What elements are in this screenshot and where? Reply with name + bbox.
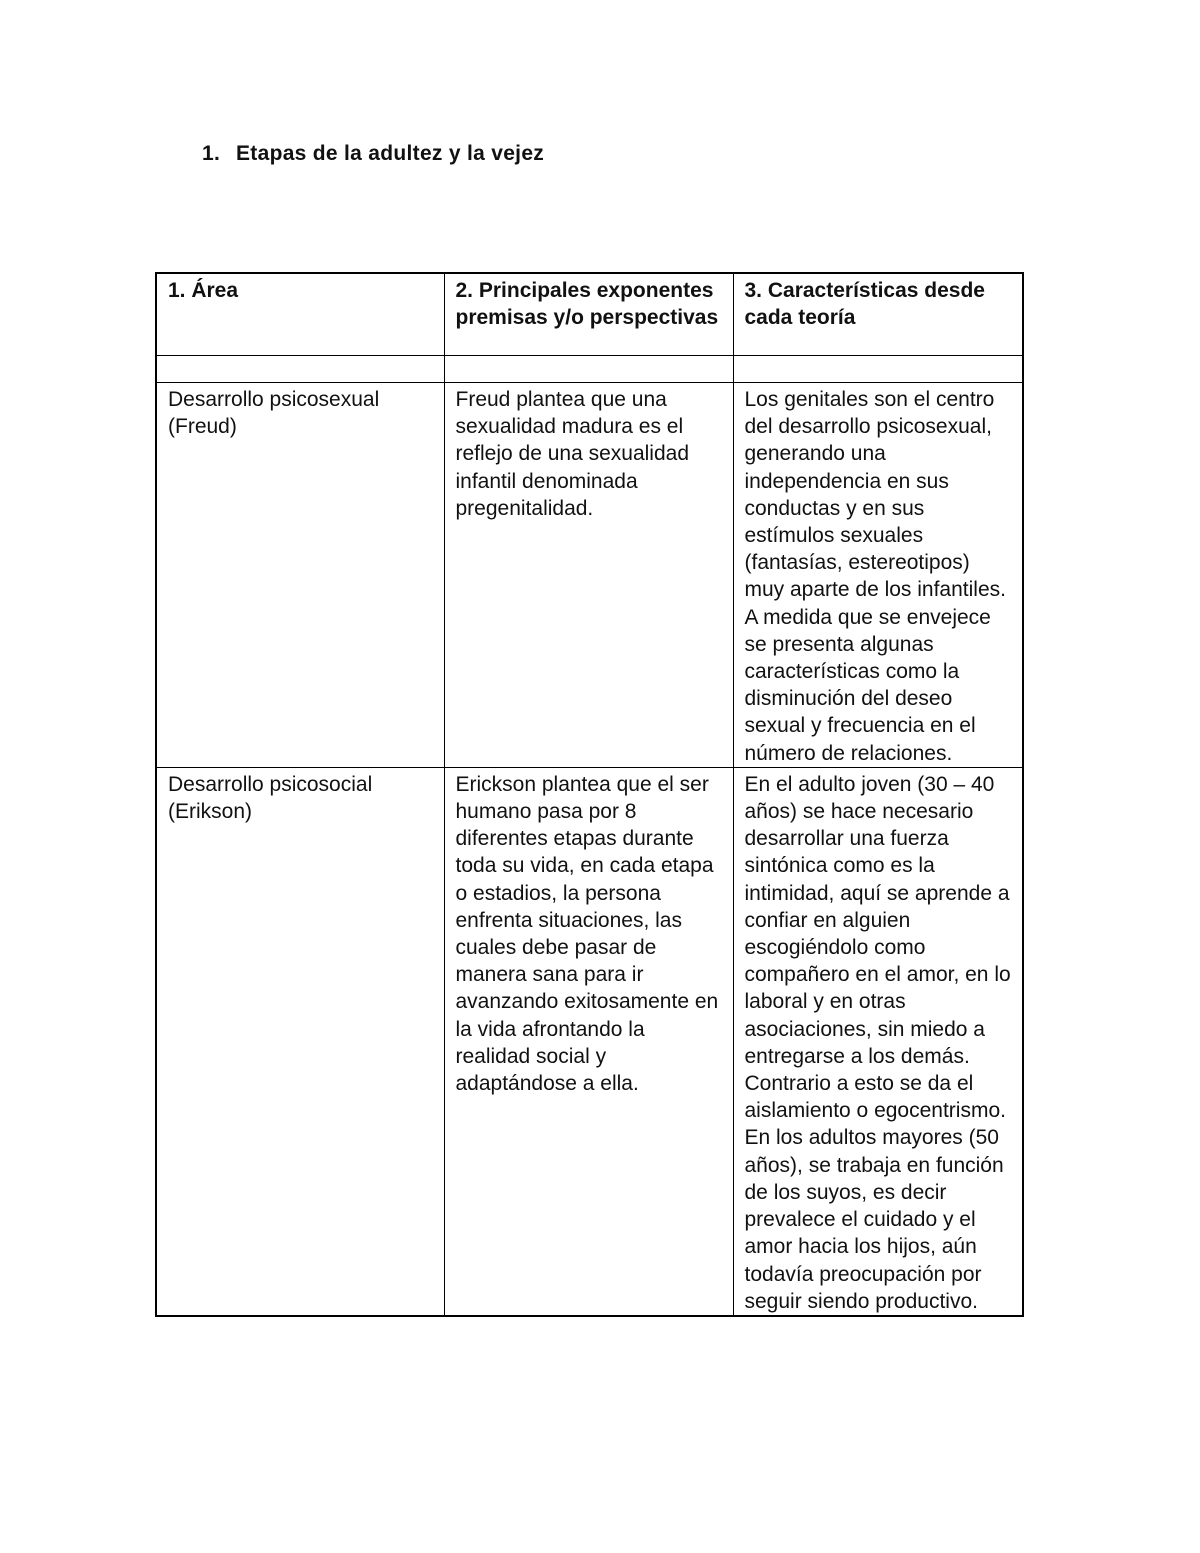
empty-cell [156, 356, 444, 383]
empty-cell [444, 356, 733, 383]
table-empty-row [156, 356, 1023, 383]
table-header-row [156, 273, 1023, 356]
header-caracteristicas: 3. Características desde cada teoría [733, 273, 1023, 356]
caracteristicas-paragraph: Los genitales son el centro del desarrollo psicosexual, generando una independencia en sus conductas y en sus estímulos sexuales (fantasías, estereotipos) muy aparte de los infantiles. A medida que se envejece se presenta algunas características como la disminución del deseo sexual y frecuencia en el número de relaciones. [744, 388, 1006, 765]
table-row [156, 383, 1023, 768]
header-area: 1. Área [156, 273, 444, 356]
section-heading [202, 142, 544, 166]
caracteristicas-paragraph: En los adultos mayores (50 años), se trabaja en función de los suyos, es decir prevalece el cuidado y el amor hacia los hijos, aún todavía preocupación por seguir siendo productivo. [744, 1126, 1004, 1313]
premisas-cell: Erickson plantea que el ser humano pasa por 8 diferentes etapas durante toda su vida, en cada etapa o estadios, la persona enfrenta situaciones, las cuales debe pasar de manera sana para ir avanzando exitosamente en la vida afrontando la realidad social y adaptándose a ella. [444, 767, 733, 1316]
header-premisas: 2. Principales exponentes premisas y/o perspectivas [444, 273, 733, 356]
area-cell: Desarrollo psicosexual (Freud) [156, 383, 444, 768]
empty-cell [733, 356, 1023, 383]
table-row [156, 767, 1023, 1316]
theories-table [155, 272, 1024, 1317]
section-number: 1. [202, 142, 221, 165]
caracteristicas-cell [733, 383, 1023, 768]
premisas-cell: Freud plantea que una sexualidad madura es el reflejo de una sexualidad infantil denominada pregenitalidad. [444, 383, 733, 768]
caracteristicas-cell [733, 767, 1023, 1316]
caracteristicas-paragraph: En el adulto joven (30 – 40 años) se hace necesario desarrollar una fuerza sintónica como es la intimidad, aquí se aprende a confiar en alguien escogiéndolo como compañero en el amor, en lo laboral y en otras asociaciones, sin miedo a entregarse a los demás. Contrario a esto se da el aislamiento o egocentrismo. [744, 772, 1011, 1123]
area-cell: Desarrollo psicosocial (Erikson) [156, 767, 444, 1316]
section-title: Etapas de la adultez y la vejez [236, 142, 545, 165]
